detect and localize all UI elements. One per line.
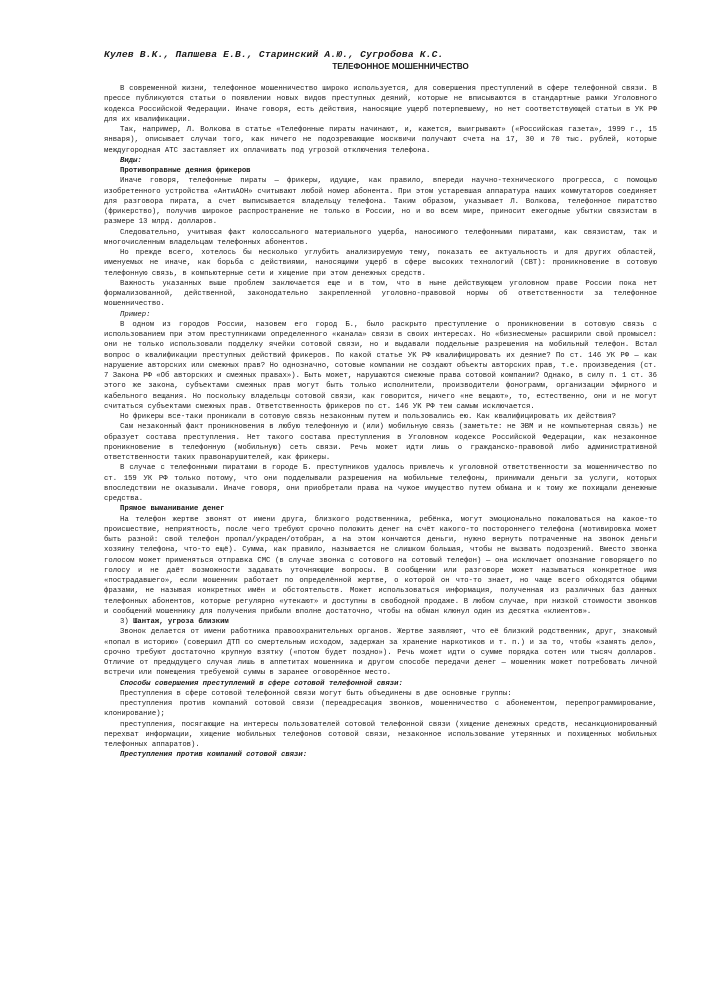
section-heading: Преступления против компаний сотовой связи:: [120, 751, 308, 760]
section-heading: Прямое выманивание денег: [120, 505, 225, 514]
paragraph: Так, например, Л. Волкова в статье «Телефонные пираты начинают, и, кажется, выигрывают» («Российская газета», 1999 г., 15 января), описывает случаи того, как ничего не подозревающие москвичи получают счета на 17, 30 и 70 тыс. рублей, которые междугородная АТС заставляет их оплачивать под угрозой отключения телефона.: [104, 126, 657, 155]
paragraph: Преступления в сфере сотовой телефонной связи могут быть объединены в две основные группы:: [120, 689, 512, 698]
paragraph: преступления против компаний сотовой связи (переадресация звонков, мошенничество с абонементом, перепрограммирование, клонирование);: [104, 700, 657, 719]
numbered-heading-text: Шантаж, угроза близким: [133, 618, 229, 626]
document-title: ТЕЛЕФОННОЕ МОШЕННИЧЕСТВО: [332, 62, 469, 71]
paragraph: Иначе говоря, телефонные пираты — фрикеры, идущие, как правило, впереди научно-технического прогресса, с помощью изобретенного устройства «АнтиАОН» считывают любой номер абонента. При этом устаревшая аппаратура наших коммутаторов соединяет для разговора пирата, а счет выписывается владельцу телефона. Таким образом, указывает Л. Волкова, телефонное пиратство (фрикерство), получив широкое распространение не только в России, но и во всем мире, приносит ежегодные убытки связистам в размере 13 млрд. долларов.: [104, 177, 657, 227]
authors-line: Кулев В.К., Папшева Е.В., Старинский А.Ю., Сугробова К.С.: [104, 49, 444, 60]
paragraph: Важность указанных выше проблем заключается еще и в том, что в ныне действующем уголовном праве России пока нет формализованной, действенной, законодательно закрепленной уголовно-правовой нормы об ответственности за телефонное мошенничество.: [104, 279, 657, 309]
paragraph: преступления, посягающие на интересы пользователей сотовой телефонной связи (хищение денежных средств, несанкционированный перехват информации, хищение мобильных телефонов сотовой связи, незаконное использование утерянных и похищенных мобильных телефонных аппаратов).: [104, 720, 657, 749]
section-heading: Виды:: [120, 156, 142, 165]
paragraph: Но фрикеры все-таки проникали в сотовую связь незаконным путем и пользовались ею. Как квалифицировать их действия?: [120, 413, 616, 421]
paragraph: Но прежде всего, хотелось бы несколько углубить анализируемую тему, показать ее актуальность и для других областей, именуемых не иначе, как борьба с действиями, наносящими ущерб в сфере высоких технологий (СВТ): проникновение в сотовую телефонную связь, в компьютерные сети и хищение при этом денежных средств.: [104, 249, 657, 278]
section-heading: Способы совершения преступлений в сфере сотовой телефонной связи:: [120, 679, 403, 688]
paragraph: Сам незаконный факт проникновения в любую телефонную и (или) мобильную связь (заметьте: не ЭВМ и не компьютерная связь) не образует состава преступления. Нет такого состава преступления в Уголовном кодексе Российской Федерации, как незаконное проникновение в телефонную (мобильную) сеть связи. Речь может идти лишь о гражданско-правовой либо административной ответственности таких правонарушителей, как фрикеры.: [104, 423, 657, 462]
example-label: Пример:: [120, 310, 151, 319]
paragraph: В одном из городов России, назовем его город Б., было раскрыто преступление о проникновении в сотовую связь с использованием при этом преступниками определенного «канала» связи в своих интересах. Но «бизнесмены» расширили свой промысел: они не только использовали подделку ячейки сотовой связи, но и выдавали поддельные разрешения на мобильный телефон. Встал вопрос о квалификации преступных действий фрикеров. По какой статье УК РФ квалифицировать их деяние? По ст. 146 УК РФ — как нарушение авторских или смежных прав? Но однозначно, сотовые компании не создают объекты авторских прав, т.е. произведения (ст. 7 Закона РФ «Об авторских и смежных правах»). Быть может, нарушаются смежные права сотовой компании? Однако, в силу п. 1 ст. 36 этого же закона, субъектами смежных прав могут быть только исполнители, производители фонограмм, организации эфирного и кабельного вещания. Но поскольку владельцы сотовой связи, как говорится, ничего «не вещают», то, естественно, они и не могут считаться субъектами смежных прав. Ответственность фрикеров по ст. 146 УК РФ тем самым исключается.: [104, 320, 657, 411]
section-heading: Противоправные деяния фрикеров: [120, 167, 251, 175]
list-number: 3): [120, 618, 129, 626]
document-body: [104, 84, 657, 761]
numbered-heading: [104, 617, 657, 627]
paragraph: В современной жизни, телефонное мошенничество широко используется, для совершения преступлений в сфере телефонной связи. В прессе публикуются статьи о появлении новых видов преступных деяний, которые не вписываются в стандартные рамки Уголовного кодекса Российской Федерации. Иначе говоря, есть действия, наносящие ущерб потерпевшему, но нет соответствующей статьи в УК РФ для их квалификации.: [104, 85, 657, 124]
paragraph: На телефон жертве звонят от имени друга, близкого родственника, ребёнка, могут эмоционально пожаловаться на какое-то происшествие, неприятность, после чего требуют срочно положить денег на счёт какого-то постороннего телефона (мотивировка может быть разной: свой телефон пропал/украден/отобран, а на этом кончаются деньги, нужно вернуть потраченные на звонок деньги хозяину телефона, что-то ещё). Сумма, как правило, называется не слишком большая, чтобы не вызвать подозрений. Вместо звонка голосом может применяться отправка СМС (в случае звонка с сотового на сотовый телефон) — она исключает опознание говорящего по голосу и не даёт возможности задавать уточняющие вопросы. В сообщении или разговоре может называться конкретное имя «пострадавшего», если мошенник работает по определённой жертве, о которой он что-то знает, но чаще всего обходятся общими фразами, не называя конкретных имён и обстоятельств. Может использоваться информация, полученная из различных баз данных телефонных абонентов, которые регулярно «утекают» и доступны в свободной продаже. В любом случае, при низкой стоимости звонков и сообщений мошеннику для получения прибыли вполне достаточно, чтобы на обман клюнул один из десятка «клиентов».: [104, 515, 657, 616]
paragraph: Звонок делается от имени работника правоохранительных органов. Жертве заявляют, что её близкий родственник, друг, знакомый «попал в историю» (совершил ДТП со смертельным исходом, задержан за хранение наркотиков и т. п.) и за то, чтобы «замять дело», срочно требуют достаточно крупную взятку («потом будет поздно»). Речь может идти о сумме порядка сотен или тысяч долларов. Отличие от предыдущего случая лишь в аппетитах мошенника и другом способе передачи денег — мошенник может потребовать личной встречи или помещения требуемой суммы в заранее оговорённое место.: [104, 628, 657, 678]
paragraph: Следовательно, учитывая факт колоссального материального ущерба, наносимого телефонными пиратами, как связистам, так и многочисленным владельцам телефонных абонентов.: [104, 228, 657, 247]
paragraph: В случае с телефонными пиратами в городе Б. преступников удалось привлечь к уголовной ответственности за мошенничество по ст. 159 УК РФ только потому, что они подделывали разрешения на мобильные телефоны, принимали деньги за услуги, которых впоследствии не оказывали. Иначе говоря, они приобретали права на чужое имущество путем обмана и к тому же похищали денежные средства.: [104, 464, 657, 503]
